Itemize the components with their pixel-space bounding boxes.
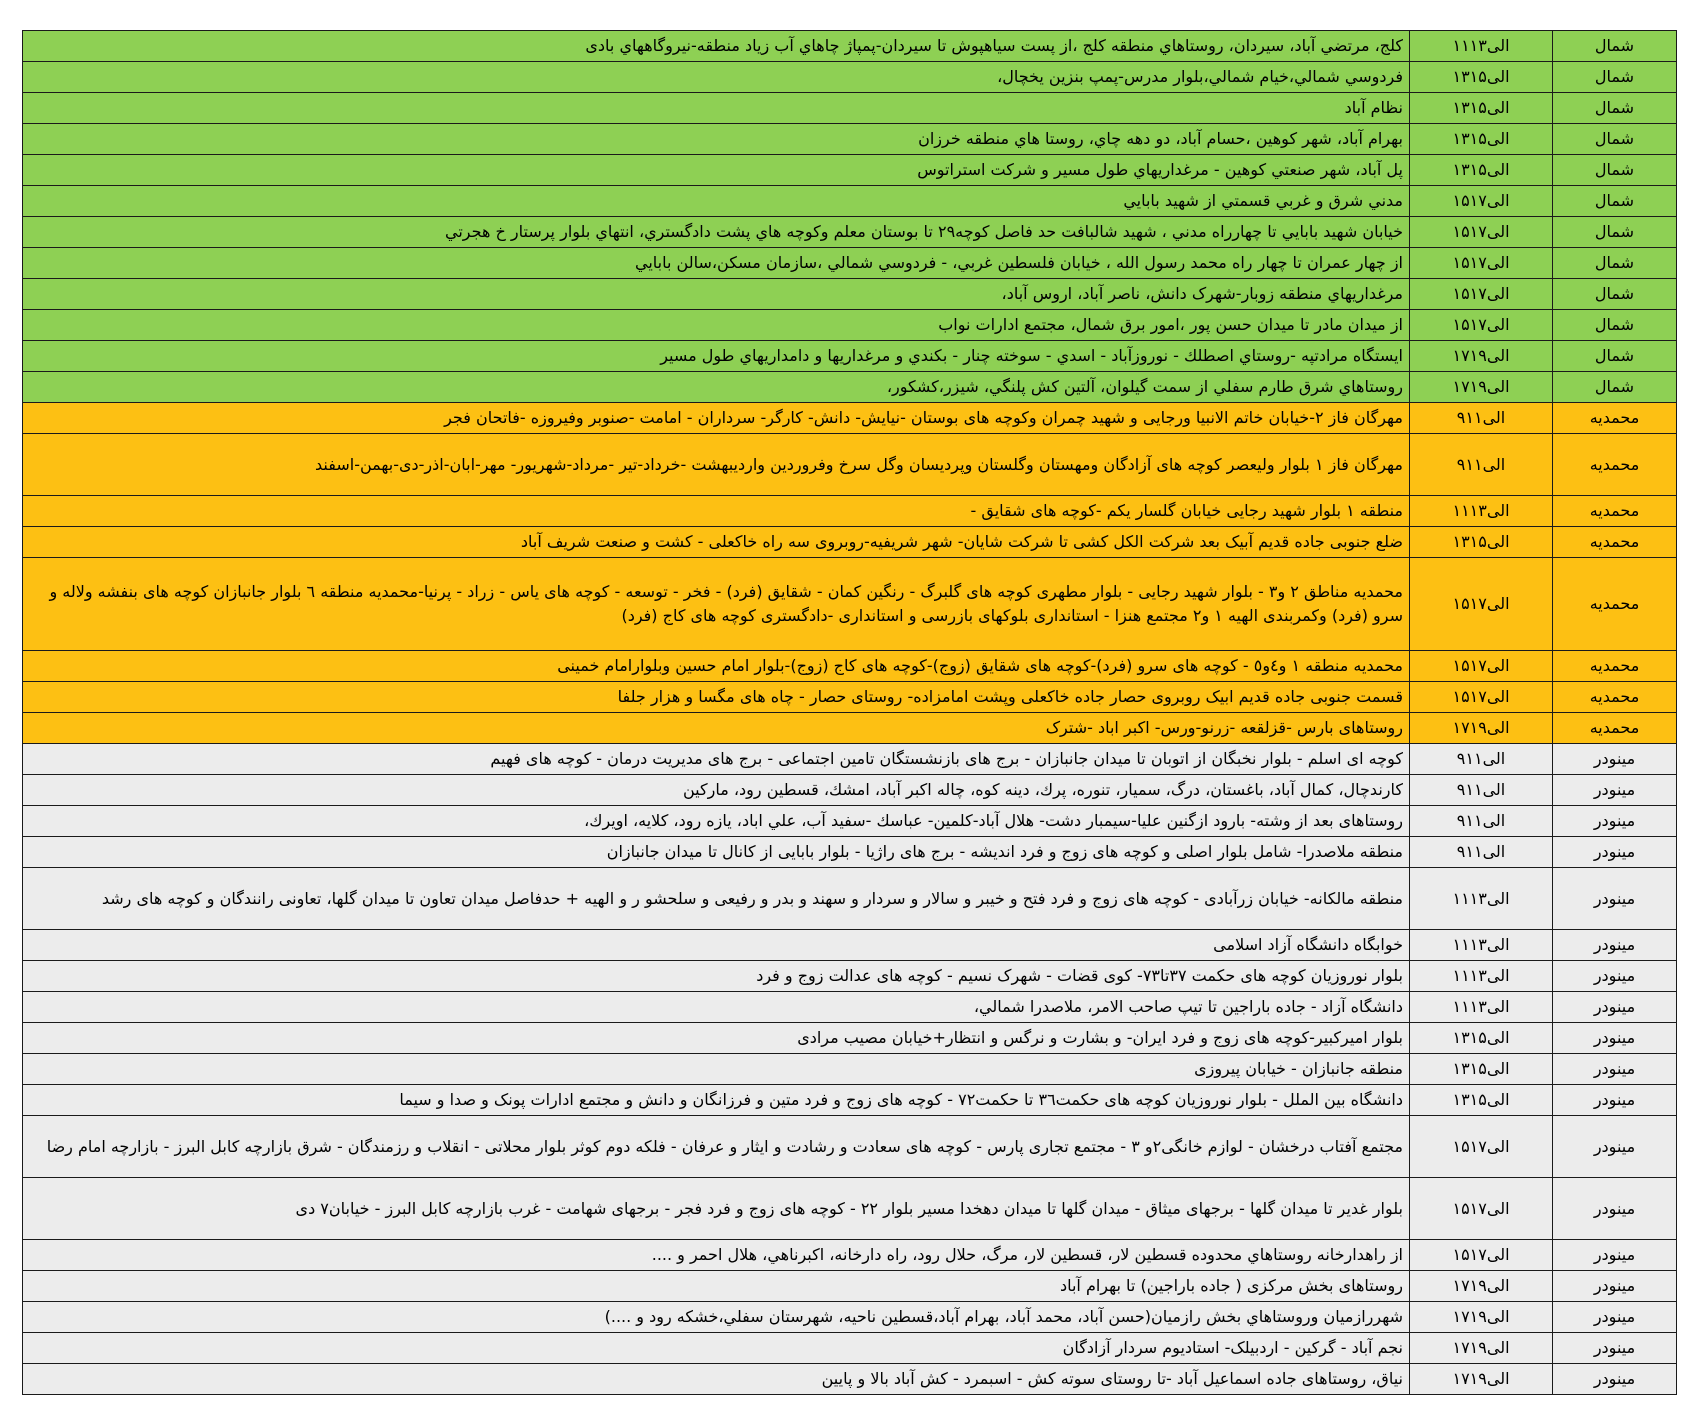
region-cell: مینودر (1553, 1240, 1677, 1271)
region-cell: محمدیه (1553, 496, 1677, 527)
time-cell: ۹الی۱۱ (1410, 744, 1553, 775)
table-row (23, 1302, 1677, 1333)
region-cell: شمال (1553, 155, 1677, 186)
time-cell: ۱۵الی۱۷ (1410, 217, 1553, 248)
time-cell: ۱۵الی۱۷ (1410, 310, 1553, 341)
region-cell: مینودر (1553, 1116, 1677, 1178)
table-row (23, 372, 1677, 403)
time-cell: ۱۵الی۱۷ (1410, 279, 1553, 310)
region-cell: مینودر (1553, 1085, 1677, 1116)
table-row (23, 310, 1677, 341)
time-cell: ۱۵الی۱۷ (1410, 558, 1553, 651)
table-row (23, 1178, 1677, 1240)
region-cell: محمدیه (1553, 651, 1677, 682)
region-cell: مینودر (1553, 1023, 1677, 1054)
table-row (23, 186, 1677, 217)
table-row (23, 124, 1677, 155)
time-cell: ۱۷الی۱۹ (1410, 1271, 1553, 1302)
region-cell: مینودر (1553, 837, 1677, 868)
time-cell: ۱۱الی۱۳ (1410, 496, 1553, 527)
region-cell: محمدیه (1553, 682, 1677, 713)
table-row (23, 961, 1677, 992)
area-cell: روستاهای بخش مرکزی ( جاده باراجين) تا بهرام آباد (23, 1271, 1410, 1302)
area-cell: محمدیه منطقه ۱ و٤و٥ - کوچه های سرو (فرد)-کوچه های شقایق (زوج)-کوچه های کاج (زوج)-بلوار امام حسین وبلوارامام خمینی (23, 651, 1410, 682)
time-cell: ۹الی۱۱ (1410, 775, 1553, 806)
area-cell: کوچه ای اسلم - بلوار نخبگان از اتوبان تا میدان جانبازان - برج های بازنشستگان تامین اجتماعی - برج های مدیریت درمان - کوچه های فهیم (23, 744, 1410, 775)
area-cell: نیاق، روستاهای جاده اسماعیل آباد -تا روستای سوته کش - اسبمرد - کش آباد بالا و پایین (23, 1364, 1410, 1395)
area-cell: ضلع جنوبی جاده قدیم آبیک بعد شرکت الکل کشی تا شرکت شایان- شهر شریفیه-روبروی سه راه خاکعلی - کشت و صنعت شریف آباد (23, 527, 1410, 558)
time-cell: ۱۱الی۱۳ (1410, 992, 1553, 1023)
region-cell: مینودر (1553, 868, 1677, 930)
table-row (23, 1085, 1677, 1116)
region-cell: مینودر (1553, 930, 1677, 961)
table-row (23, 558, 1677, 651)
area-cell: روستاهای بعد از وشته- بارود ازگنين عليا-سيمبار دشت- هلال آباد-كلمين- عباسك -سفيد آب، علي اباد، يازه رود، كلايه، اويرك، (23, 806, 1410, 837)
time-cell: ۱۱الی۱۳ (1410, 31, 1553, 62)
region-cell: مینودر (1553, 1054, 1677, 1085)
region-cell: شمال (1553, 217, 1677, 248)
time-cell: ۱۵الی۱۷ (1410, 248, 1553, 279)
area-cell: دانشگاه آزاد - جاده باراجين تا تيپ صاحب الامر، ملاصدرا شمالي، (23, 992, 1410, 1023)
area-cell: فردوسي شمالي،خيام شمالي،بلوار مدرس-پمپ بنزين يخچال، (23, 62, 1410, 93)
time-cell: ۹الی۱۱ (1410, 806, 1553, 837)
table-row (23, 155, 1677, 186)
table-row (23, 31, 1677, 62)
area-cell: بلوار امیرکبیر-کوچه های زوج و فرد ایران- و بشارت و نرگس و انتظار+خیابان مصیب مرادی (23, 1023, 1410, 1054)
table-row (23, 1364, 1677, 1395)
area-cell: منطقه جانبازان - خیابان پیروزی (23, 1054, 1410, 1085)
region-cell: مینودر (1553, 1302, 1677, 1333)
area-cell: کلج، مرتضي آباد، سيردان، روستاهاي منطقه كلج ،از پست سياهپوش تا سيردان-پمپاژ چاهاي آب زياد منطقه-نيروگاههاي بادی (23, 31, 1410, 62)
time-cell: ۱۳الی۱۵ (1410, 527, 1553, 558)
table-row (23, 868, 1677, 930)
region-cell: مینودر (1553, 1271, 1677, 1302)
area-cell: مجتمع آفتاب درخشان - لوازم خانگی۲و ۳ - مجتمع تجاری پارس - کوچه های سعادت و رشادت و ایثار و عرفان - فلکه دوم کوثر بلوار محلاتی - انقلاب و رزمندگان - شرق بازارچه کابل البرز - بازارچه امام رضا (23, 1116, 1410, 1178)
region-cell: شمال (1553, 186, 1677, 217)
region-cell: شمال (1553, 372, 1677, 403)
region-cell: شمال (1553, 248, 1677, 279)
table-row (23, 744, 1677, 775)
time-cell: ۱۷الی۱۹ (1410, 372, 1553, 403)
time-cell: ۱۳الی۱۵ (1410, 1054, 1553, 1085)
time-cell: ۱۵الی۱۷ (1410, 186, 1553, 217)
table-row (23, 93, 1677, 124)
table-row (23, 279, 1677, 310)
table-row (23, 651, 1677, 682)
area-cell: مرغداريهاي منطقه زوبار-شهرک دانش، ناصر آباد، اروس آباد، (23, 279, 1410, 310)
table-row (23, 403, 1677, 434)
time-cell: ۱۱الی۱۳ (1410, 961, 1553, 992)
area-cell: منطقه مالکانه- خیابان زرآبادی - کوچه های زوج و فرد فتح و خیبر و سالار و سردار و سهند و بدر و رفیعی و سلحشو ر و الهیه + حدفاصل میدان تعاون تا میدان گلها، تعاونی رانندگان و کوچه های رشد (23, 868, 1410, 930)
region-cell: محمدیه (1553, 558, 1677, 651)
area-cell: شهررازميان وروستاهاي بخش رازميان(حسن آباد، محمد آباد، بهرام آباد،قسطين ناحيه، شهرستان سفلي،خشكه رود و ....) (23, 1302, 1410, 1333)
region-cell: مینودر (1553, 806, 1677, 837)
region-cell: مینودر (1553, 992, 1677, 1023)
time-cell: ۱۳الی۱۵ (1410, 124, 1553, 155)
table-row (23, 1240, 1677, 1271)
table-row (23, 527, 1677, 558)
area-cell: منطقه ۱ بلوار شهید رجایی خیابان گلسار یکم -کوچه های شقایق - (23, 496, 1410, 527)
area-cell: نظام آباد (23, 93, 1410, 124)
area-cell: روستاهاي شرق طارم سفلي از سمت گيلوان، آلتين كش پلنگي، شيزر،كشكور، (23, 372, 1410, 403)
area-cell: دانشگاه بین الملل - بلوار نوروزیان کوچه های حکمت۳٦ تا حکمت۷۲ - کوچه های زوج و فرد متین و فرزانگان و دانش و مجتمع ادارات پونک و صدا و سیما (23, 1085, 1410, 1116)
time-cell: ۱۷الی۱۹ (1410, 341, 1553, 372)
area-cell: قسمت جنوبی جاده قدیم ابیک روبروی حصار جاده خاکعلی وپشت امامزاده- روستای حصار - چاه های مگسا و هزار جلفا (23, 682, 1410, 713)
region-cell: شمال (1553, 93, 1677, 124)
time-cell: ۱۵الی۱۷ (1410, 682, 1553, 713)
area-cell: محمدیه مناطق ۲ و۳ - بلوار شهید رجایی - بلوار مطهری کوچه های گلبرگ - رنگین کمان - شقایق (فرد) - فخر - توسعه - کوچه های یاس - زراد - پرنیا-محمدیه منطقه ٦ بلوار جانبازان کوچه های بنفشه ولاله و سرو (فرد) وکمربندی الهیه ۱ و۲ مجتمع هنزا - استانداری بلوکهای بازرسی و استانداری -دادگستری کوچه های کاج (فرد) (23, 558, 1410, 651)
time-cell: ۱۷الی۱۹ (1410, 713, 1553, 744)
time-cell: ۱۵الی۱۷ (1410, 1116, 1553, 1178)
time-cell: ۱۷الی۱۹ (1410, 1364, 1553, 1395)
region-cell: محمدیه (1553, 434, 1677, 496)
table-row (23, 217, 1677, 248)
table-row (23, 1116, 1677, 1178)
area-cell: خوابگاه دانشگاه آزاد اسلامی (23, 930, 1410, 961)
region-cell: محمدیه (1553, 403, 1677, 434)
table-row (23, 1271, 1677, 1302)
region-cell: مینودر (1553, 1333, 1677, 1364)
area-cell: بلوار نوروزیان کوچه های حکمت ۳۷تا۷۳- کوی قضات - شهرک نسیم - کوچه های عدالت زوج و فرد (23, 961, 1410, 992)
table-row (23, 1054, 1677, 1085)
table-row (23, 806, 1677, 837)
area-cell: منطقه ملاصدرا- شامل بلوار اصلی و کوچه های زوج و فرد اندیشه - برج های راژیا - بلوار بابایی از کانال تا میدان جانبازان (23, 837, 1410, 868)
region-cell: شمال (1553, 62, 1677, 93)
time-cell: ۱۱الی۱۳ (1410, 930, 1553, 961)
region-cell: مینودر (1553, 775, 1677, 806)
time-cell: ۱۳الی۱۵ (1410, 93, 1553, 124)
time-cell: ۹الی۱۱ (1410, 434, 1553, 496)
area-cell: ايستگاه مرادتپه -روستاي اصطلك - نوروزآباد - اسدي - سوخته چنار - بكندي و مرغداريها و دامداريهاي طول مسير (23, 341, 1410, 372)
time-cell: ۱۳الی۱۵ (1410, 1023, 1553, 1054)
region-cell: شمال (1553, 31, 1677, 62)
region-cell: شمال (1553, 279, 1677, 310)
area-cell: از چهار عمران تا چهار راه محمد رسول الله ، خيابان فلسطين غربي، - فردوسي شمالي ،سازمان مسكن،سالن بابايي (23, 248, 1410, 279)
area-cell: نجم آباد - گرکین - اردبیلک- استادیوم سردار آزادگان (23, 1333, 1410, 1364)
area-cell: پل آباد، شهر صنعتي كوهين - مرغداريهاي طول مسير و شركت استراتوس (23, 155, 1410, 186)
time-cell: ۱۳الی۱۵ (1410, 155, 1553, 186)
table-row (23, 775, 1677, 806)
time-cell: ۱۳الی۱۵ (1410, 1085, 1553, 1116)
area-cell: بلوار غدیر تا میدان گلها - برجهای میثاق - میدان گلها تا میدان دهخدا مسیر بلوار ۲۲ - کوچه های زوج و فرد فجر - برجهای شهامت - غرب بازارچه کابل البرز - خیابان۷ دی (23, 1178, 1410, 1240)
time-cell: ۱۱الی۱۳ (1410, 868, 1553, 930)
region-cell: محمدیه (1553, 527, 1677, 558)
region-cell: شمال (1553, 124, 1677, 155)
region-cell: شمال (1553, 310, 1677, 341)
time-cell: ۱۷الی۱۹ (1410, 1333, 1553, 1364)
time-cell: ۱۵الی۱۷ (1410, 1178, 1553, 1240)
area-cell: مهرگان فاز ۱ بلوار ولیعصر کوچه های آزادگان ومهستان وگلستان وپردیسان وگل سرخ وفروردین واردیبهشت -خرداد-تیر -مرداد-شهریور- مهر-ابان-اذر-دی-بهمن-اسفند (23, 434, 1410, 496)
area-cell: كارندچال، كمال آباد، باغستان، درگ، سميار، تنوره، پرك، دينه كوه، چاله اكبر آباد، امشك، قسطين رود، ماركين (23, 775, 1410, 806)
table-row (23, 341, 1677, 372)
area-cell: مهرگان فاز ۲-خیابان خاتم الانبیا ورجایی و شهید چمران وکوچه های بوستان -نیایش- دانش- کارگر- سرداران - امامت -صنوبر وفیروزه -فاتحان فجر (23, 403, 1410, 434)
area-cell: بهرام آباد، شهر كوهين ،حسام آباد، دو دهه چاي، روستا هاي منطقه خرزان (23, 124, 1410, 155)
region-cell: مینودر (1553, 1178, 1677, 1240)
region-cell: مینودر (1553, 744, 1677, 775)
region-cell: شمال (1553, 341, 1677, 372)
table-row (23, 1023, 1677, 1054)
table-row (23, 1333, 1677, 1364)
table-row (23, 682, 1677, 713)
table-row (23, 930, 1677, 961)
area-cell: از ميدان مادر تا ميدان حسن پور ،امور برق شمال، مجتمع ادارات نواب (23, 310, 1410, 341)
region-cell: مینودر (1553, 961, 1677, 992)
table-row (23, 992, 1677, 1023)
time-cell: ۹الی۱۱ (1410, 403, 1553, 434)
area-cell: خيابان شهيد بابايي تا چهارراه مدني ، شهيد شالبافت حد فاصل کوچه۲۹ تا بوستان معلم وكوچه هاي پشت دادگستري، انتهاي بلوار پرستار خ هجرتي (23, 217, 1410, 248)
table-row (23, 434, 1677, 496)
time-cell: ۱۵الی۱۷ (1410, 651, 1553, 682)
area-cell: روستاهای بارس -قزلقعه -زرنو-ورس- اکبر اباد -شترک (23, 713, 1410, 744)
area-cell: از راهدارخانه روستاهاي محدوده قسطين لار، قسطين لار، مرگ، حلال رود، راه دارخانه، اكبرناهي، هلال احمر و .... (23, 1240, 1410, 1271)
schedule-table (22, 30, 1677, 1395)
area-cell: مدني شرق و غربي قسمتي از شهيد بابايي (23, 186, 1410, 217)
region-cell: محمدیه (1553, 713, 1677, 744)
table-row (23, 837, 1677, 868)
table-row (23, 496, 1677, 527)
region-cell: مینودر (1553, 1364, 1677, 1395)
time-cell: ۱۵الی۱۷ (1410, 1240, 1553, 1271)
table-row (23, 713, 1677, 744)
table-row (23, 62, 1677, 93)
time-cell: ۱۷الی۱۹ (1410, 1302, 1553, 1333)
schedule-body (23, 31, 1677, 1395)
time-cell: ۹الی۱۱ (1410, 837, 1553, 868)
table-row (23, 248, 1677, 279)
time-cell: ۱۳الی۱۵ (1410, 62, 1553, 93)
